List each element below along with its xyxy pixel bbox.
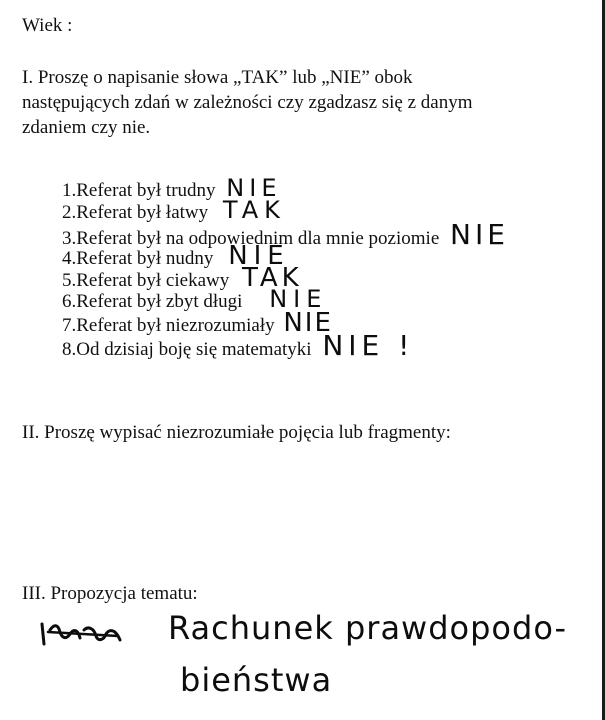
question-item xyxy=(62,217,509,251)
handwritten-topic-line2: bieństwa xyxy=(180,661,333,699)
question-text: 6.Referat był zbyt długi xyxy=(62,291,243,313)
question-item xyxy=(62,329,509,363)
section1-line2: następujących zdań w zależności czy zgadzasz się z danym xyxy=(22,92,473,113)
question-text: 2.Referat był łatwy xyxy=(62,202,209,224)
question-item xyxy=(62,240,509,271)
question-item xyxy=(62,174,509,202)
question-item xyxy=(62,307,509,338)
handwritten-answer: NIE xyxy=(269,285,328,314)
question-text: 4.Referat był nudny xyxy=(62,247,214,269)
handwritten-answer: NIE xyxy=(226,174,282,202)
question-text: 3.Referat był na odpowiednim dla mnie poziomie xyxy=(62,227,440,249)
section1-line1: I. Proszę o napisanie słowa „TAK” lub „NIE” obok xyxy=(22,67,413,88)
question-text: 5.Referat był ciekawy xyxy=(62,270,230,292)
question-list xyxy=(62,174,509,363)
question-item xyxy=(62,196,509,225)
handwritten-answer: NIE xyxy=(228,240,290,271)
crossed-out-scribble xyxy=(40,618,130,648)
handwritten-answer: NIE xyxy=(283,307,333,338)
handwritten-answer: NIE xyxy=(450,217,509,251)
section1-line3: zdaniem czy nie. xyxy=(22,117,151,138)
handwritten-answer: TAK xyxy=(222,196,286,225)
handwritten-topic-line1: Rachunek prawdopodo- xyxy=(168,609,568,647)
handwritten-answer: NIE ! xyxy=(322,329,415,363)
handwritten-answer: TAK xyxy=(241,263,303,294)
age-label: Wiek : xyxy=(22,15,73,36)
question-text: 8.Od dzisiaj boję się matematyki xyxy=(62,339,312,361)
question-text: 1.Referat był trudny xyxy=(62,180,216,201)
question-text: 7.Referat był niezrozumiały xyxy=(62,314,275,336)
section3-heading: III. Propozycja tematu: xyxy=(22,583,198,604)
question-item xyxy=(62,263,509,294)
question-item xyxy=(62,285,509,314)
section2-heading: II. Proszę wypisać niezrozumiałe pojęcia lub fragmenty: xyxy=(22,422,451,443)
